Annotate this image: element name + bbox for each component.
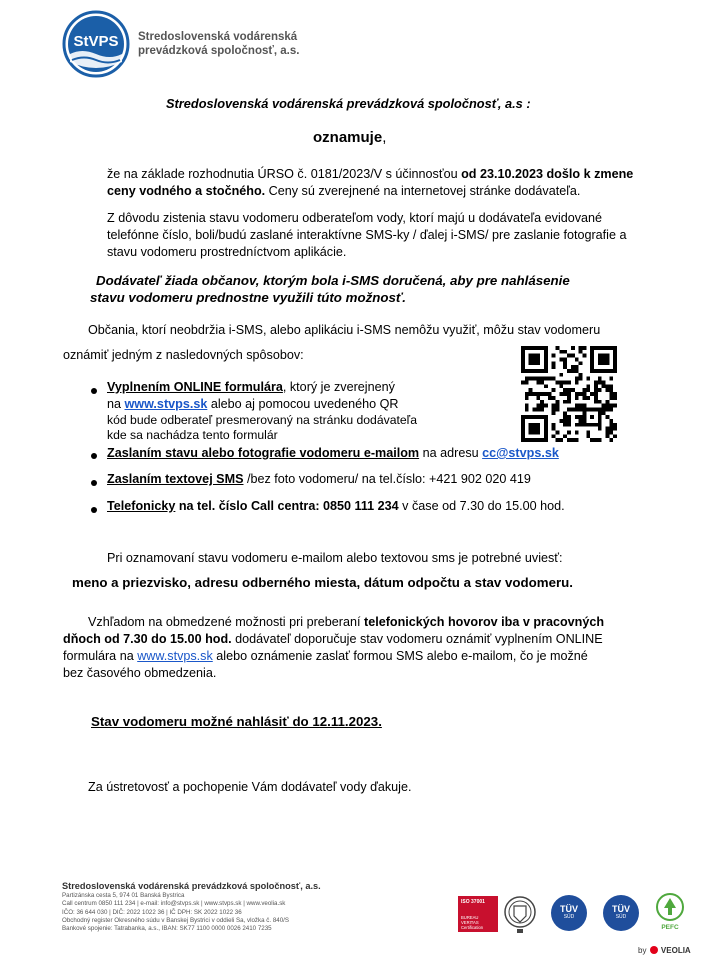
bullet bbox=[91, 507, 97, 513]
method-online-form: Vyplnením ONLINE formulára, ktorý je zverejnený na www.stvps.sk alebo aj pomocou uvedeného QR kód bude odberateľ presmerovaný na stránku dodávateľa kde sa nachádza tento formulár bbox=[107, 380, 417, 442]
iso-certificate-logo: ISO 37001 BUREAU VERITAS Certification bbox=[458, 896, 498, 932]
email-link[interactable]: cc@stvps.sk bbox=[482, 446, 559, 460]
thanks: Za ústretovosť a pochopenie Vám dodávateľ vody ďakuje. bbox=[88, 780, 412, 794]
by-veolia: by VEOLIA bbox=[638, 946, 691, 955]
footer-company: Stredoslovenská vodárenská prevádzková spoločnosť, a.s. bbox=[62, 881, 321, 891]
method-online-title: Vyplnením ONLINE formulára bbox=[107, 380, 283, 394]
paragraph-price-change: že na základe rozhodnutia ÚRSO č. 0181/2023/V s účinnosťou od 23.10.2023 došlo k zmene ceny vodného a stočného. Ceny sú zverejnené na internetovej stránke dodávateľa. bbox=[107, 167, 634, 198]
paragraph-meter-sms: Z dôvodu zistenia stavu vodomeru odberateľom vody, ktorí majú u dodávateľa evidované telefónne číslo, boli/budú zaslané interaktívne SMS-ky / ďalej i-SMS/ pre zaslanie fotografie a stavu vodomeru prostredníctvom aplikácie. bbox=[107, 211, 627, 259]
paragraph-alternatives: Občania, ktorí neobdržia i-SMS, alebo aplikáciu i-SMS nemôžu využiť, môžu stav vodomeru bbox=[88, 323, 601, 337]
method-phone: Telefonicky na tel. číslo Call centra: 0850 111 234 v čase od 7.30 do 15.00 hod. bbox=[107, 499, 565, 513]
paragraph-phone-hours: Vzhľadom na obmedzené možnosti pri preberaní telefonických hovorov iba v pracovných dňoch od 7.30 do 15.00 hod. dodávateľ doporučuje stav vodomeru oznámiť vyplnením ONLINE formulára na www.stvps.sk alebo oznámenie zaslať formou SMS alebo e-mailom, čo je možné bez časového obmedzenia. bbox=[63, 615, 605, 680]
pefc-tree-icon bbox=[655, 893, 685, 921]
paragraph-request: Dodávateľ žiada občanov, ktorým bola i-SMS doručená, aby pre nahlásenie stavu vodomeru prednostne využili túto možnosť. bbox=[90, 273, 570, 305]
paragraph-alternatives-line2: oznámiť jedným z nasledovných spôsobov: bbox=[63, 348, 304, 362]
announces-title: oznamuje, bbox=[313, 129, 387, 146]
bullet bbox=[91, 453, 97, 459]
method-email-title: Zaslaním stavu alebo fotografie vodomeru e-mailom bbox=[107, 446, 420, 460]
deadline: Stav vodomeru možné nahlásiť do 12.11.2023. bbox=[91, 714, 382, 729]
requirements-intro: Pri oznamovaní stavu vodomeru e-mailom alebo textovou sms je potrebné uviesť: bbox=[107, 551, 563, 565]
requirements-items: meno a priezvisko, adresu odberného miesta, dátum odpočtu a stav vodomeru. bbox=[72, 575, 573, 590]
stvps-logo bbox=[62, 10, 130, 78]
footer-address: Stredoslovenská vodárenská prevádzková spoločnosť, a.s. Partizánska cesta 5, 974 01 Banská Bystrica Call centrum 0850 111 234 | e-mail: info@stvps.sk | www.stvps.sk | www.veolia.sk IČO: 36 644 030 | DIČ: 2022 1022 36 | IČ DPH: SK 2022 1022 36 Obchodný register Okresného súdu v Banskej Bystrici v oddieli Sa, vložka č. 840/S Bankové spojenie: Tatrabanka, a.s., IBAN: SK77 1100 0000 0026 2410 7235 bbox=[62, 881, 321, 933]
method-phone-title: Telefonicky bbox=[107, 499, 176, 513]
online-form-link[interactable]: www.stvps.sk bbox=[124, 397, 208, 411]
bureau-veritas-seal-icon bbox=[503, 894, 537, 934]
method-email: Zaslaním stavu alebo fotografie vodomeru e-mailom na adresu cc@stvps.sk bbox=[107, 446, 559, 460]
tuv-sud-logo-2: TÜV SÜD bbox=[603, 895, 639, 931]
veolia-icon bbox=[650, 946, 658, 954]
bullet bbox=[91, 480, 97, 486]
qr-code[interactable] bbox=[521, 346, 617, 442]
header-company-name: Stredoslovenská vodárenská prevádzková spoločnosť, a.s. bbox=[138, 31, 300, 57]
logo-text: StVPS bbox=[73, 33, 119, 50]
bullet bbox=[91, 388, 97, 394]
website-link[interactable]: www.stvps.sk bbox=[137, 649, 213, 663]
company-heading: Stredoslovenská vodárenská prevádzková spoločnosť, a.s : bbox=[166, 96, 531, 111]
method-sms: Zaslaním textovej SMS /bez foto vodomeru/ na tel.číslo: +421 902 020 419 bbox=[107, 472, 531, 486]
method-sms-title: Zaslaním textovej SMS bbox=[107, 472, 244, 486]
pefc-logo: PEFC bbox=[652, 893, 688, 933]
tuv-sud-logo-1: TÜV SÜD bbox=[551, 895, 587, 931]
